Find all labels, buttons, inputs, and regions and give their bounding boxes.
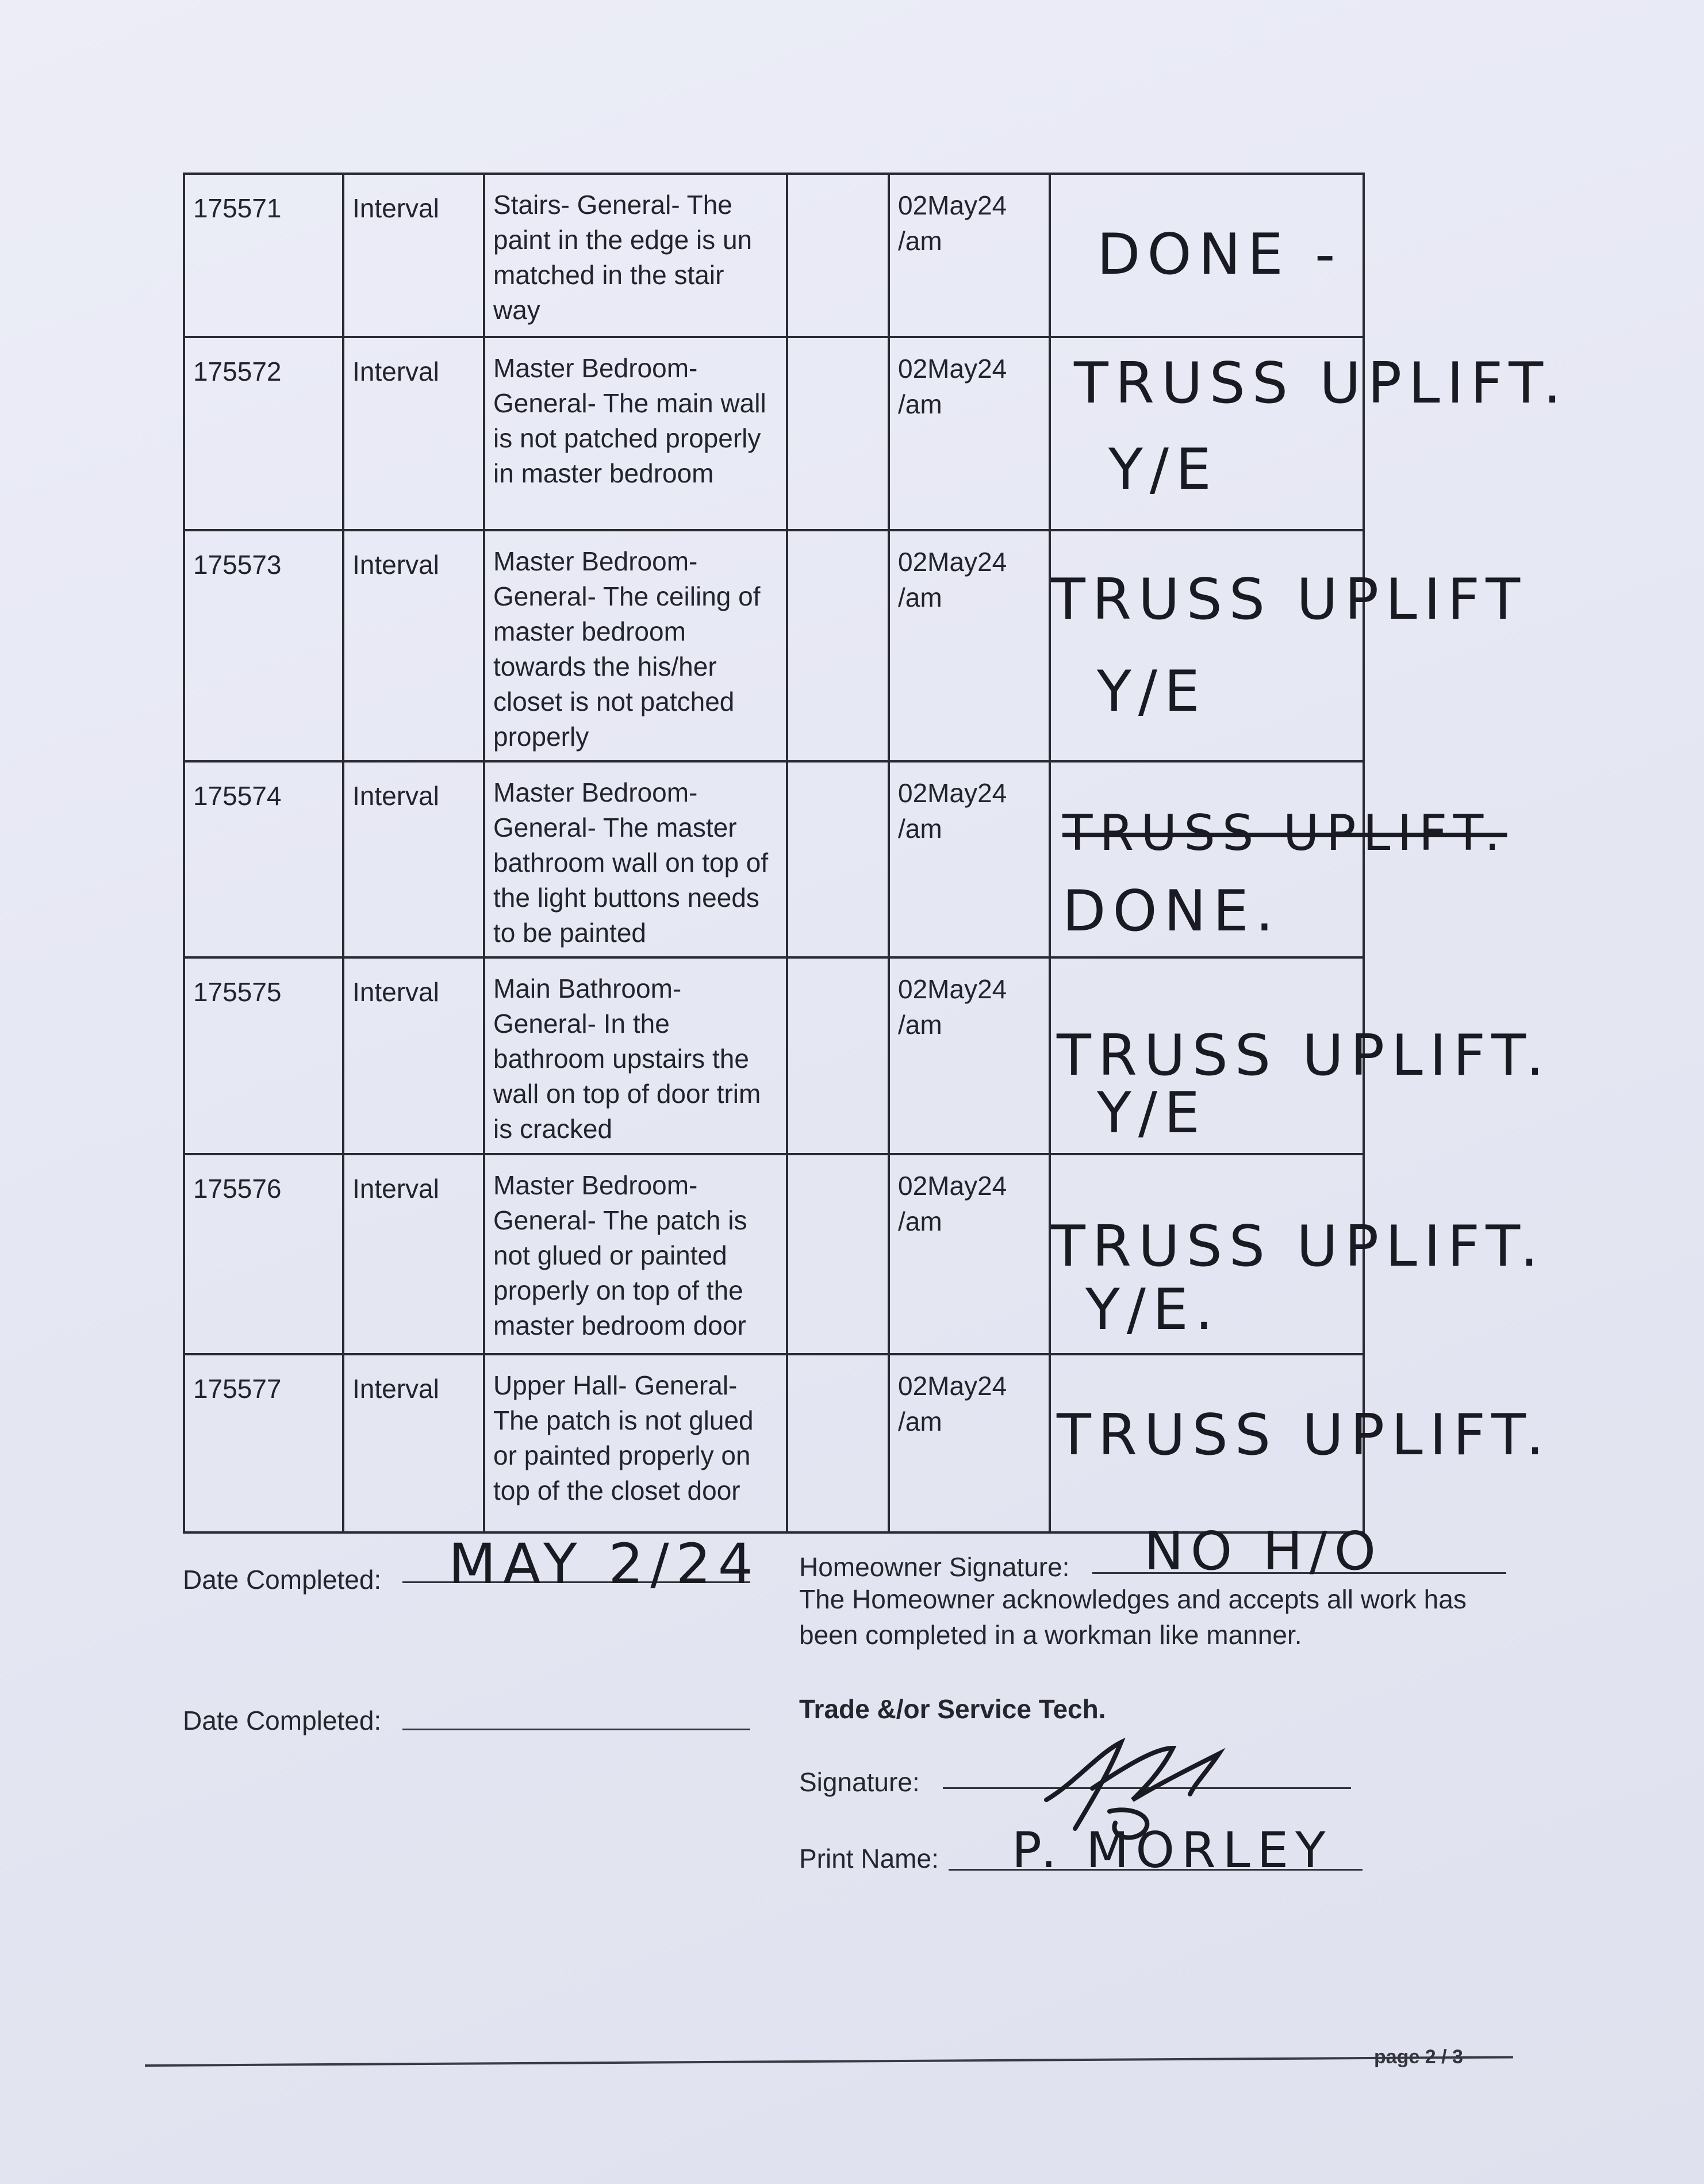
item-id: 175575 — [184, 957, 343, 1154]
page-number: page 2 / 3 — [1374, 2046, 1463, 2068]
handwritten-note-cell — [1050, 530, 1528, 761]
homeowner-signature-handwritten: NO H/O — [1144, 1520, 1383, 1582]
item-description: Master Bedroom- General- The patch is not glued or painted properly on top of the master bedroom door — [484, 1154, 787, 1354]
table-row — [184, 761, 1364, 957]
item-id: 175574 — [184, 761, 343, 957]
blank-cell — [787, 1154, 889, 1354]
handwritten-note-line1: TRUSS UPLIFT. — [1074, 351, 1568, 416]
item-type: Interval — [343, 761, 484, 957]
handwritten-note-line1: DONE - — [1097, 222, 1342, 288]
item-type: Interval — [343, 174, 484, 337]
handwritten-note-line2: Y/E — [1097, 1080, 1207, 1146]
item-type: Interval — [343, 1154, 484, 1354]
item-date: 02May24 /am — [889, 337, 1050, 530]
item-description: Master Bedroom- General- The ceiling of master bedroom towards the his/her closet is not patched properly — [484, 530, 787, 761]
item-date: 02May24 /am — [889, 174, 1050, 337]
table-row — [184, 530, 1364, 761]
handwritten-note-cell — [1050, 1154, 1545, 1354]
homeowner-signature-label: Homeowner Signature: — [799, 1552, 1070, 1582]
table-row — [184, 337, 1364, 530]
signature-label: Signature: — [799, 1767, 920, 1797]
date-completed-underline-2 — [402, 1729, 750, 1730]
item-id: 175573 — [184, 530, 343, 761]
print-name-handwritten: P. MORLEY — [1012, 1822, 1333, 1879]
item-id: 175571 — [184, 174, 343, 337]
item-date: 02May24 /am — [889, 957, 1050, 1154]
handwritten-note-cell — [1050, 957, 1551, 1154]
handwritten-note-cell — [1050, 1354, 1551, 1532]
handwritten-note-line1: TRUSS UPLIFT — [1051, 567, 1528, 633]
item-description: Main Bathroom- General- In the bathroom upstairs the wall on top of door trim is cracked — [484, 957, 787, 1154]
footer-rule — [145, 2056, 1513, 2067]
date-completed-label: Date Completed: — [183, 1565, 382, 1595]
blank-cell — [787, 957, 889, 1154]
handwritten-note-line2: Y/E — [1108, 437, 1218, 503]
handwritten-note-line1: TRUSS UPLIFT. — [1057, 1023, 1551, 1089]
table-row — [184, 174, 1364, 337]
table-row — [184, 957, 1364, 1154]
item-type: Interval — [343, 530, 484, 761]
item-description: Stairs- General- The paint in the edge is un matched in the stair way — [484, 174, 787, 337]
trade-service-tech-label: Trade &/or Service Tech. — [799, 1694, 1106, 1724]
item-description: Master Bedroom- General- The master bathroom wall on top of the light buttons needs to be painted — [484, 761, 787, 957]
handwritten-note-line1: TRUSS UPLIFT. — [1051, 1214, 1545, 1279]
handwritten-note-line1: TRUSS UPLIFT. — [1057, 1403, 1551, 1468]
item-id: 175576 — [184, 1154, 343, 1354]
handwritten-note-cell — [1050, 761, 1507, 957]
item-type: Interval — [343, 957, 484, 1154]
date-completed-label-2: Date Completed: — [183, 1706, 382, 1735]
handwritten-note-cell — [1050, 174, 1364, 337]
blank-cell — [787, 761, 889, 957]
handwritten-note-line2: Y/E — [1097, 659, 1207, 725]
item-type: Interval — [343, 1354, 484, 1532]
handwritten-note-cell — [1050, 337, 1568, 530]
item-id: 175572 — [184, 337, 343, 530]
handwritten-note-line1-struck: TRUSS UPLIFT. — [1062, 804, 1507, 862]
item-id: 175577 — [184, 1354, 343, 1532]
item-date: 02May24 /am — [889, 530, 1050, 761]
blank-cell — [787, 337, 889, 530]
item-description: Master Bedroom- General- The main wall is not patched properly in master bedroom — [484, 337, 787, 530]
item-date: 02May24 /am — [889, 1154, 1050, 1354]
table-row — [184, 1354, 1364, 1532]
item-type: Interval — [343, 337, 484, 530]
service-items-table — [183, 173, 1568, 1534]
date-completed-handwritten: MAY 2/24 — [448, 1532, 760, 1596]
handwritten-note-line2: Y/E. — [1085, 1277, 1220, 1343]
homeowner-acknowledgement: The Homeowner acknowledges and accepts all work has been completed in a workman like manner. — [799, 1584, 1467, 1650]
blank-cell — [787, 174, 889, 337]
handwritten-note-line2: DONE. — [1062, 879, 1280, 944]
blank-cell — [787, 1354, 889, 1532]
print-name-label: Print Name: — [799, 1844, 939, 1873]
table-row — [184, 1154, 1364, 1354]
blank-cell — [787, 530, 889, 761]
item-date: 02May24 /am — [889, 761, 1050, 957]
item-description: Upper Hall- General- The patch is not glued or painted properly on top of the closet door — [484, 1354, 787, 1532]
item-date: 02May24 /am — [889, 1354, 1050, 1532]
